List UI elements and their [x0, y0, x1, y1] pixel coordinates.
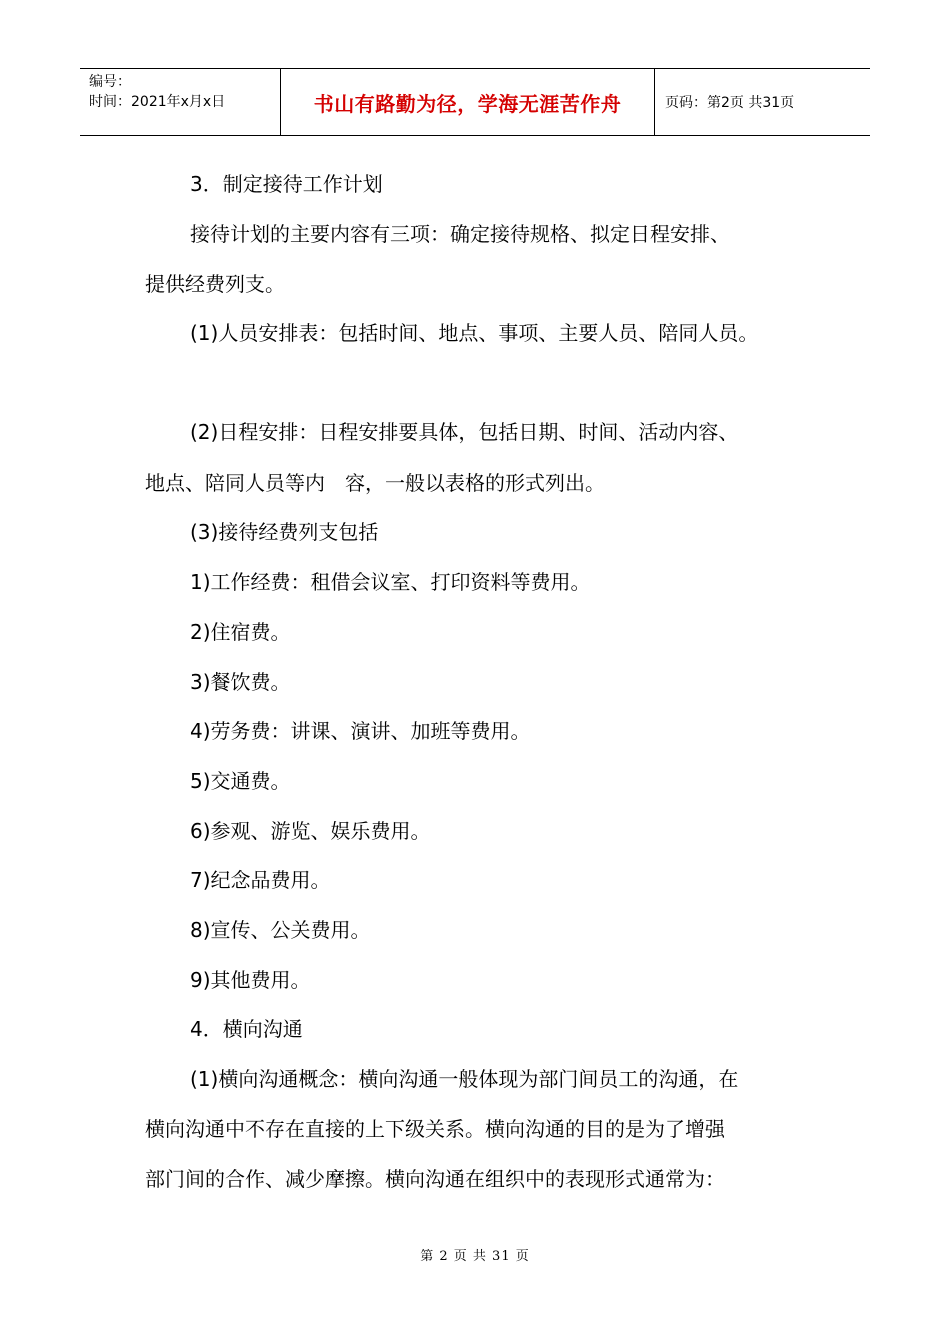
header-page-cell	[655, 69, 870, 135]
body-line: 3．制定接待工作计划	[190, 172, 383, 196]
page-label: 页码：第2页 共31页	[665, 95, 795, 111]
body-line: (1)横向沟通概念：横向沟通一般体现为部门间员工的沟通，在	[190, 1067, 739, 1091]
document-header	[80, 68, 870, 136]
body-line: 提供经费列支。	[145, 272, 285, 296]
body-line: (2)日程安排：日程安排要具体，包括日期、时间、活动内容、	[190, 420, 739, 444]
body-line: (3)接待经费列支包括	[190, 520, 379, 544]
body-line: 7)纪念品费用。	[190, 868, 331, 892]
header-motto-cell	[281, 69, 655, 135]
body-line: 5)交通费。	[190, 769, 291, 793]
body-line: 4)劳务费：讲课、演讲、加班等费用。	[190, 719, 531, 743]
body-line: 8)宣传、公关费用。	[190, 918, 371, 942]
body-line: 横向沟通中不存在直接的上下级关系。横向沟通的目的是为了增强	[145, 1117, 725, 1141]
body-line: 4．横向沟通	[190, 1017, 303, 1041]
body-line: 3)餐饮费。	[190, 670, 291, 694]
header-meta-cell	[80, 69, 281, 135]
body-line: 1)工作经费：租借会议室、打印资料等费用。	[190, 570, 591, 594]
body-line: 9)其他费用。	[190, 968, 311, 992]
motto-text: 书山有路勤为径，学海无涯苦作舟	[313, 91, 622, 116]
body-line: (1)人员安排表：包括时间、地点、事项、主要人员、陪同人员。	[190, 321, 759, 345]
body-line: 地点、陪同人员等内 容，一般以表格的形式列出。	[145, 471, 605, 495]
footer-page-number: 第 2 页 共 31 页	[420, 1249, 530, 1264]
body-line: 2)住宿费。	[190, 620, 291, 644]
page-footer	[0, 1245, 950, 1264]
body-line: 6)参观、游览、娱乐费用。	[190, 819, 431, 843]
date-label: 时间：2021年x月x日	[89, 94, 226, 110]
number-label: 编号：	[89, 74, 131, 90]
body-line: 接待计划的主要内容有三项：确定接待规格、拟定日程安排、	[190, 222, 730, 246]
body-line: 部门间的合作、减少摩擦。横向沟通在组织中的表现形式通常为：	[145, 1167, 725, 1191]
